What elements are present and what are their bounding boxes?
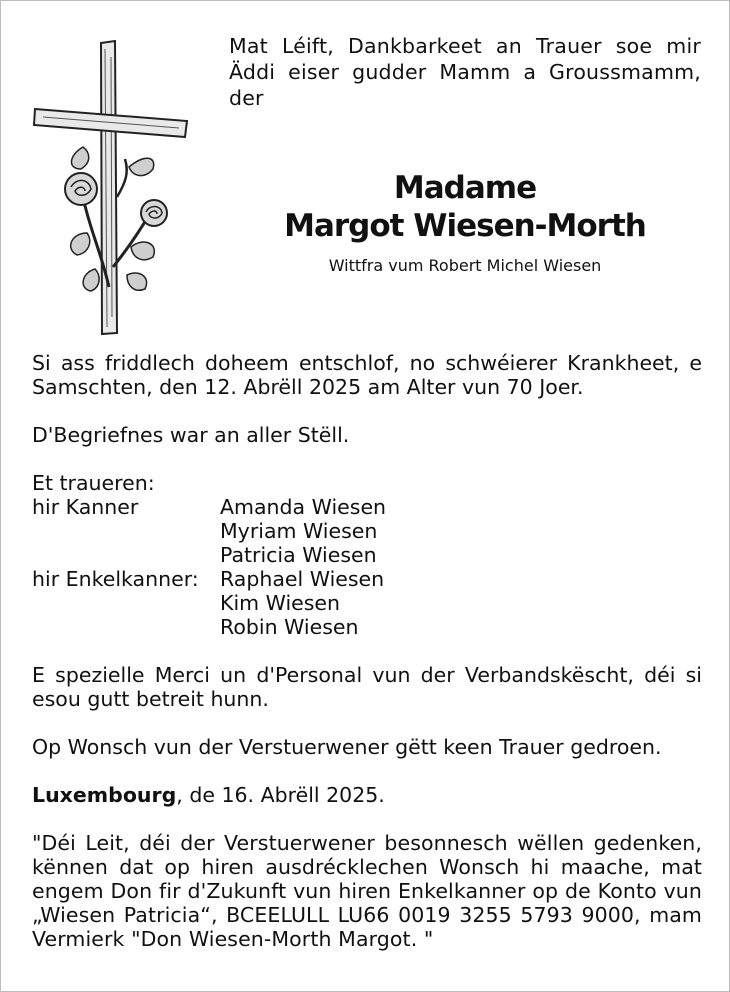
mourner-group-grandchildren — [32, 567, 702, 639]
relation-label: hir Kanner — [32, 495, 139, 519]
mourner-name: Raphael Wiesen — [220, 567, 385, 591]
death-notice: Si ass friddlech doheem entschlof, no schwéierer Krankheet, e Samschten, den 12. Abrëll 2025 am Alter vun 70 Joer. — [32, 351, 702, 399]
place-name: Luxembourg — [32, 783, 177, 807]
cross-with-roses-icon — [31, 37, 196, 337]
mourner-name: Kim Wiesen — [220, 591, 341, 615]
notice-date: , de 16. Abrëll 2025. — [176, 783, 385, 807]
relation-label: hir Enkelkanner: — [32, 567, 199, 591]
notice-body — [32, 351, 702, 951]
thanks-text: E spezielle Merci un d'Personal vun der Verbandskëscht, déi si esou gutt betreit hunn. — [32, 663, 702, 711]
mourner-name: Patricia Wiesen — [220, 543, 377, 567]
mourner-name: Robin Wiesen — [220, 615, 359, 639]
mourner-name: Myriam Wiesen — [220, 519, 378, 543]
place-date — [32, 783, 702, 807]
wish-text: Op Wonsch vun der Verstuerwener gëtt keen Trauer gedroen. — [32, 735, 662, 759]
donation-text: "Déi Leit, déi der Verstuerwener besonnesch wëllen gedenken, kënnen dat op hiren ausdrécklechen Wonsch hi maache, mat engem Don fir d'Zukunft vun hiren Enkelkanner op de Konto vun „Wiesen Patricia“, BCEELULL LU66 0019 3255 5793 9000, mam Vermierk "Don Wiesen-Morth Margot. " — [32, 831, 702, 951]
funeral-note: D'Begriefnes war an aller Stëll. — [32, 423, 350, 447]
deceased-name: Margot Wiesen-Morth — [284, 208, 646, 244]
deceased-subtitle: Wittfra vum Robert Michel Wiesen — [328, 256, 602, 275]
intro-text: Mat Léift, Dankbarkeet an Trauer soe mir Äddi eiser gudder Mamm a Groussmamm, der — [229, 34, 701, 110]
deceased-title: Madame — [393, 170, 537, 206]
mourners-heading: Et traueren: — [32, 471, 155, 495]
mourner-group-children — [32, 495, 702, 567]
mourner-name: Amanda Wiesen — [220, 495, 387, 519]
deceased-name-block — [229, 169, 701, 277]
